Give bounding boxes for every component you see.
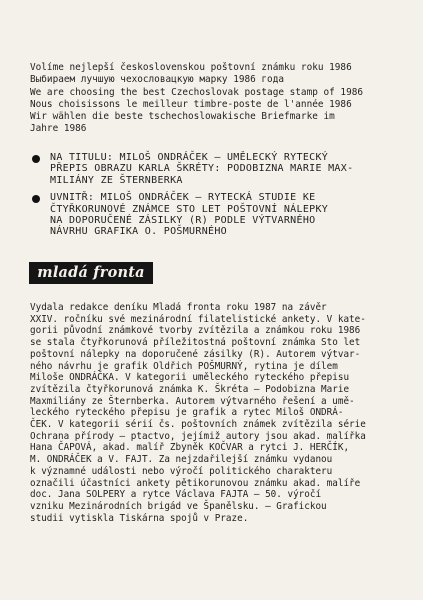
bullet-item-title [32,152,404,186]
logo-text: mladá fronta [37,264,145,281]
bullet-list [32,152,404,244]
header-line-german: Wir wählen die beste tschechoslowakische Briefmarke im Jahre 1986 [30,111,335,135]
bullet-dot-icon [32,195,40,203]
bullet-dot-icon [32,155,40,163]
multilingual-header [30,62,400,136]
header-line-english: We are choosing the best Czechoslovak postage stamp of 1986 [30,86,364,98]
header-line-russian: Выбираем лучшую чехословацкую марку 1986 года [30,74,284,86]
bullet-item-inside [32,192,404,238]
bullet-text-inside: UVNITŘ: MILOŠ ONDRÁČEK — RYTECKÁ STUDIE KE ČTYŘKORUNOVÉ ZNÁMCE STO LET POŠTOVNÍ NÁLEPKY NA DOPORUČENÉ ZÁSILKY (R) PODLE VÝTVARNÉHO NÁVRHU GRAFIKA O. POŠMURNÉHO [50,192,329,238]
body-paragraph: Vydala redakce deníku Mladá fronta roku 1987 na závěr XXIV. ročníku své mezinárodní filatelistické ankety. V kate- gorii původní známkové tvorby zvítězila a známkou roku 1986 se stala čtyřkorunová příležitostná poštovní známka Sto let poštovní nálepky na doporučené zásilky (R). Autorem výtvar- ného návrhu je grafik Oldřich POŠMURNÝ, rytina je dílem Miloše ONDRÁČKA. V kategorii uměleckého ryteckého přepisu zvítězila čtyřkorunová známka K. Škréta — Podobizna Marie Maxmiliány ze Šternberka. Autorem výtvarného řešení a umě- leckého ryteckého přepisu je grafik a rytec Miloš ONDRÁ- ČEK. V kategorii sérií čs. poštovních známek zvítězila série Ochrana přírody — ptactvo, jejímiž autory jsou akad. malířka Hana ČAPOVÁ, akad. malíř Zbyněk KOČVAR a rytci J. HERČÍK, M. ONDRÁČEK a V. FAJT. Za nejzdařilejší známku vydanou k významné události nebo výročí politického charakteru označili účastníci ankety pětikorunovou známku akad. malíře doc. Jana SOLPERY a rytce Václava FAJTA — 50. výročí vzniku Mezinárodních brigád ve Španělsku. — Grafickou studii vytiskla Tiskárna spojů v Praze. [30,302,366,524]
header-line-french: Nous choisissons le meilleur timbre-poste de l'année 1986 [30,98,352,110]
bullet-text-title: NA TITULU: MILOŠ ONDRÁČEK — UMĚLECKÝ RYTECKÝ PŘEPIS OBRAZU KARLA ŠKRÉTY: PODOBIZNA MARIE MAX- MILIÁNY ZE ŠTERNBERKA [50,152,354,186]
header-line-czech: Volíme nejlepší československou poštovní známku roku 1986 [30,62,352,73]
mlada-fronta-logo [29,262,153,284]
